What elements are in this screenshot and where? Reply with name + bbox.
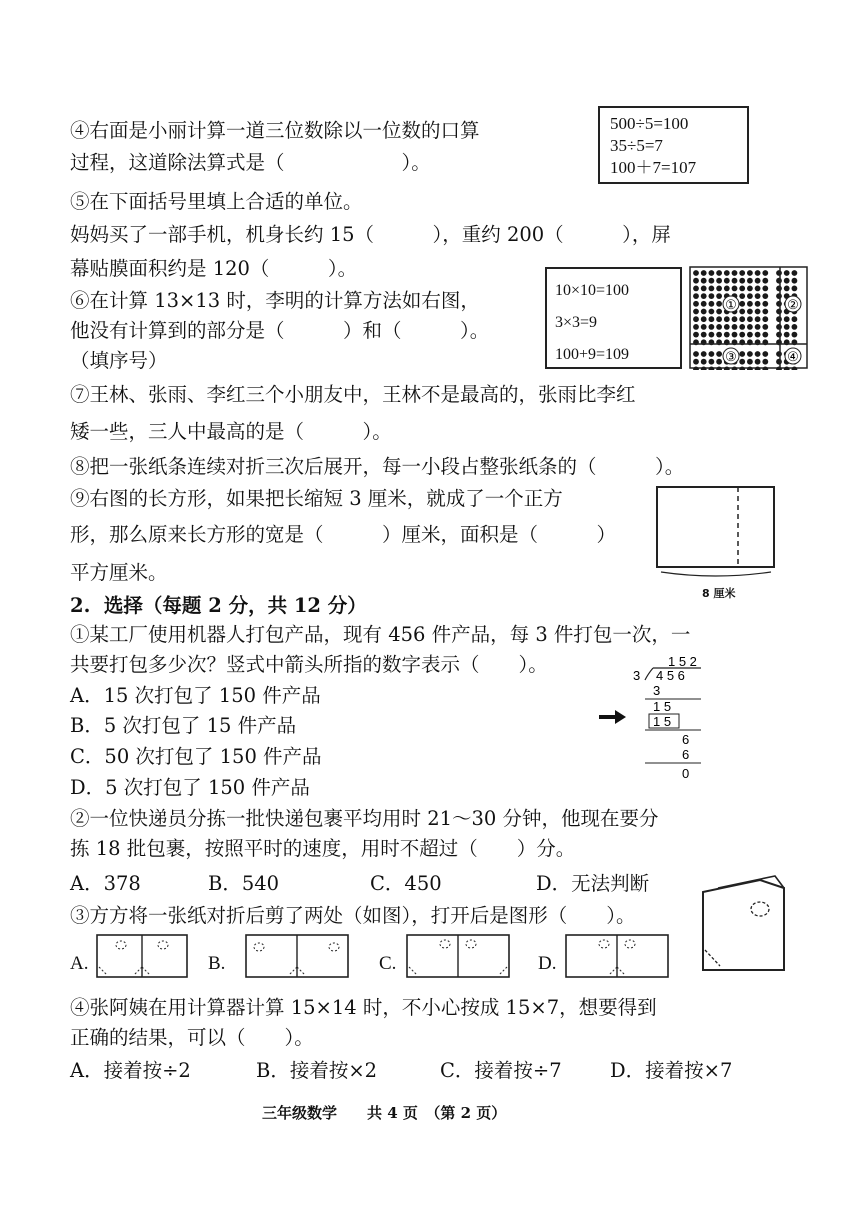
c3-option-b-label[interactable]: B. [208, 953, 226, 974]
grid-dot [776, 324, 782, 330]
q7-line1: ⑦王林、张雨、李红三个小朋友中，王林不是最高的，张雨比李红 [70, 383, 636, 406]
grid-dot [739, 316, 745, 322]
grid-dot [693, 316, 699, 322]
q6-box-line: 3×3=9 [555, 314, 598, 331]
grid-dot [701, 301, 707, 307]
grid-dot [724, 278, 730, 284]
region-3-label: ③ [725, 349, 737, 364]
grid-dot [747, 351, 753, 357]
grid-dot [693, 359, 699, 365]
grid-dot [755, 270, 761, 276]
dot-grid-figure [689, 266, 809, 370]
c2-option-d[interactable]: D．无法判断 [536, 872, 650, 895]
q4-line1: ④右面是小丽计算一道三位数除以一位数的口算 [70, 119, 480, 142]
grid-dot [693, 309, 699, 315]
grid-dot [747, 301, 753, 307]
grid-dot [739, 351, 745, 357]
grid-dot [693, 351, 699, 357]
grid-dot [755, 316, 761, 322]
grid-dot [716, 332, 722, 338]
grid-dot [716, 351, 722, 357]
grid-dot [709, 316, 715, 322]
grid-dot [716, 359, 722, 365]
grid-dot [732, 286, 738, 292]
grid-dot [739, 324, 745, 330]
length-brace [661, 572, 771, 576]
grid-dot [716, 309, 722, 315]
c2-option-c[interactable]: C．450 [370, 872, 442, 895]
grid-dot [776, 309, 782, 315]
grid-dot [755, 351, 761, 357]
grid-dot [701, 359, 707, 365]
c3-option-a-figure[interactable] [95, 933, 190, 981]
c2-line1: ②一位快递员分拣一批快递包裹平均用时 21～30 分钟，他现在要分 [70, 807, 659, 830]
grid-dot [709, 293, 715, 299]
grid-dot [792, 332, 798, 338]
grid-dot [709, 359, 715, 365]
grid-dot [693, 286, 699, 292]
grid-dot [693, 324, 699, 330]
c4-option-b[interactable]: B．接着按×2 [256, 1059, 378, 1082]
rectangle-shape [657, 487, 774, 567]
c2-option-b[interactable]: B．540 [208, 872, 280, 895]
grid-dot [755, 309, 761, 315]
q5-line2: 妈妈买了一部手机，机身长约 15（ ），重约 200（ ），屏 [70, 223, 671, 246]
grid-dot [739, 301, 745, 307]
grid-dot [762, 324, 768, 330]
grid-dot [792, 286, 798, 292]
grid-dot [776, 351, 782, 357]
grid-dot [747, 332, 753, 338]
division-divisor: 3 [633, 668, 641, 683]
c2-line2: 拣 18 批包裹，按照平时的速度，用时不超过（ ）分。 [70, 837, 576, 860]
grid-dot [784, 278, 790, 284]
grid-dot [776, 316, 782, 322]
grid-dot [709, 278, 715, 284]
grid-dot [701, 324, 707, 330]
grid-dot [755, 359, 761, 365]
grid-dot [732, 270, 738, 276]
c4-option-d[interactable]: D．接着按×7 [610, 1059, 733, 1082]
q6-box-line: 10×10=100 [555, 282, 630, 299]
grid-dot [701, 293, 707, 299]
c3-option-c-figure[interactable] [405, 933, 512, 981]
q5-line1: ⑤在下面括号里填上合适的单位。 [70, 190, 363, 213]
grid-dot [693, 293, 699, 299]
region-1-label: ① [725, 297, 737, 312]
c3-option-c-label[interactable]: C. [379, 953, 397, 974]
c4-line2: 正确的结果，可以（ ）。 [70, 1026, 314, 1049]
grid-dot [747, 359, 753, 365]
c4-line1: ④张阿姨在用计算器计算 15×14 时，不小心按成 15×7，想要得到 [70, 996, 657, 1019]
grid-dot [709, 351, 715, 357]
grid-dot [747, 309, 753, 315]
grid-dot [739, 278, 745, 284]
grid-dot [693, 301, 699, 307]
grid-dot [701, 351, 707, 357]
q4-box-line: 100＋7=107 [610, 158, 697, 177]
q4-box-line: 500÷5=100 [610, 114, 689, 133]
grid-dot [747, 286, 753, 292]
grid-dot [747, 293, 753, 299]
q6-box-line: 100+9=109 [555, 346, 630, 363]
grid-dot [701, 316, 707, 322]
division-remainder: 0 [682, 766, 690, 781]
q5-line3: 幕贴膜面积约是 120（ ）。 [70, 257, 358, 280]
grid-dot [784, 332, 790, 338]
rectangle-figure [655, 484, 780, 584]
grid-dot [762, 309, 768, 315]
grid-dot [716, 301, 722, 307]
division-step-highlighted: 1 5 [653, 714, 672, 729]
grid-dot [784, 324, 790, 330]
grid-dot [739, 359, 745, 365]
arrow-right-icon [597, 709, 627, 725]
grid-dot [755, 332, 761, 338]
grid-dot [701, 309, 707, 315]
grid-dot [755, 286, 761, 292]
region-2-label: ② [787, 297, 799, 312]
q6-calc-box [545, 267, 682, 369]
grid-dot [747, 278, 753, 284]
grid-dot [776, 301, 782, 307]
q6-line2: 他没有计算到的部分是（ ）和（ ）。 [70, 319, 490, 342]
grid-dot [693, 270, 699, 276]
grid-dot [762, 293, 768, 299]
grid-dot [762, 286, 768, 292]
grid-dot [755, 301, 761, 307]
grid-dot [776, 286, 782, 292]
rectangle-length-label: 8 厘米 [702, 587, 736, 600]
grid-dot [724, 270, 730, 276]
division-quotient: 1 5 2 [668, 654, 697, 669]
grid-dot [739, 286, 745, 292]
grid-dot [755, 293, 761, 299]
division-step: 6 [682, 747, 690, 762]
grid-dot [701, 278, 707, 284]
grid-dot [709, 301, 715, 307]
grid-dot [762, 270, 768, 276]
grid-dot [732, 332, 738, 338]
grid-dot [792, 270, 798, 276]
grid-dot [724, 332, 730, 338]
grid-dot [732, 316, 738, 322]
grid-dot [701, 286, 707, 292]
grid-dot [762, 332, 768, 338]
q9-line3: 平方厘米。 [70, 561, 168, 584]
grid-dot [776, 278, 782, 284]
c4-option-c[interactable]: C．接着按÷7 [440, 1059, 562, 1082]
grid-dot [709, 324, 715, 330]
grid-dot [776, 270, 782, 276]
q4-line2: 过程，这道除法算式是（ ）。 [70, 151, 431, 174]
grid-dot [739, 293, 745, 299]
paper-outline [703, 880, 784, 970]
q9-line2: 形，那么原来长方形的宽是（ ）厘米，面积是（ ） [70, 523, 617, 546]
grid-dot [709, 332, 715, 338]
grid-dot [762, 278, 768, 284]
grid-dot [762, 301, 768, 307]
c3-option-b-figure[interactable] [244, 933, 351, 981]
grid-dot [716, 286, 722, 292]
grid-dot [762, 351, 768, 357]
grid-dot [716, 316, 722, 322]
grid-dot [739, 332, 745, 338]
c1-option-c[interactable]: C．50 次打包了 150 件产品 [70, 745, 322, 768]
c1-option-a[interactable]: A．15 次打包了 150 件产品 [70, 684, 321, 707]
grid-dot [709, 309, 715, 315]
grid-dot [784, 270, 790, 276]
grid-dot [739, 309, 745, 315]
grid-dot [739, 270, 745, 276]
grid-dot [776, 332, 782, 338]
grid-dot [693, 278, 699, 284]
grid-dot [776, 293, 782, 299]
c1-line2: 共要打包多少次？竖式中箭头所指的数字表示（ ）。 [70, 653, 548, 676]
q7-line2: 矮一些，三人中最高的是（ ）。 [70, 420, 392, 443]
grid-dot [724, 286, 730, 292]
q9-line1: ⑨右图的长方形，如果把长缩短 3 厘米，就成了一个正方 [70, 487, 563, 510]
grid-dot [792, 316, 798, 322]
division-step: 3 [653, 683, 661, 698]
q8-line1: ⑧把一张纸条连续对折三次后展开，每一小段占整张纸条的（ ）。 [70, 455, 685, 478]
c2-option-a[interactable]: A．378 [70, 872, 141, 895]
grid-dot [732, 324, 738, 330]
division-step: 1 5 [653, 699, 672, 714]
grid-dot [716, 293, 722, 299]
grid-dot [747, 324, 753, 330]
page-footer: 三年级数学 共 4 页 （第 2 页） [262, 1104, 507, 1122]
c4-option-a[interactable]: A．接着按÷2 [70, 1059, 191, 1082]
long-division-figure [625, 652, 715, 787]
c1-line1: ①某工厂使用机器人打包产品，现有 456 件产品，每 3 件打包一次，一 [70, 623, 691, 646]
q4-box-line: 35÷5=7 [610, 136, 663, 155]
grid-dot [776, 359, 782, 365]
division-bracket [645, 668, 653, 680]
c3-option-a-label[interactable]: A. [70, 953, 89, 974]
grid-dot [784, 286, 790, 292]
grid-dot [716, 324, 722, 330]
grid-dot [701, 270, 707, 276]
grid-dot [693, 332, 699, 338]
grid-dot [792, 324, 798, 330]
division-step: 6 [682, 732, 690, 747]
grid-dot [755, 324, 761, 330]
grid-dot [732, 278, 738, 284]
division-dividend: 4 5 6 [656, 668, 685, 683]
q6-line1: ⑥在计算 13×13 时，李明的计算方法如右图， [70, 289, 480, 312]
section2-title: 2. 选择（每题 2 分，共 12 分） [70, 594, 367, 617]
c1-option-b[interactable]: B．5 次打包了 15 件产品 [70, 714, 297, 737]
grid-dot [755, 278, 761, 284]
grid-dot [716, 278, 722, 284]
grid-dot [724, 324, 730, 330]
grid-dot [784, 316, 790, 322]
grid-dot [747, 270, 753, 276]
grid-dot [709, 286, 715, 292]
grid-dot [747, 316, 753, 322]
c3-line1: ③方方将一张纸对折后剪了两处（如图），打开后是图形（ ）。 [70, 904, 636, 927]
q4-calc-box [598, 106, 749, 184]
grid-dot [709, 270, 715, 276]
c3-option-d-label[interactable]: D. [538, 953, 557, 974]
q6-line3: （填序号） [70, 349, 168, 372]
region-4-label: ④ [787, 349, 799, 364]
grid-dot [724, 316, 730, 322]
grid-dot [792, 278, 798, 284]
grid-dot [762, 359, 768, 365]
c1-option-d[interactable]: D．5 次打包了 150 件产品 [70, 776, 310, 799]
c3-option-d-figure[interactable] [564, 933, 671, 981]
grid-dot [701, 332, 707, 338]
folded-paper-figure [700, 870, 790, 975]
grid-dot [716, 270, 722, 276]
grid-dot [762, 316, 768, 322]
